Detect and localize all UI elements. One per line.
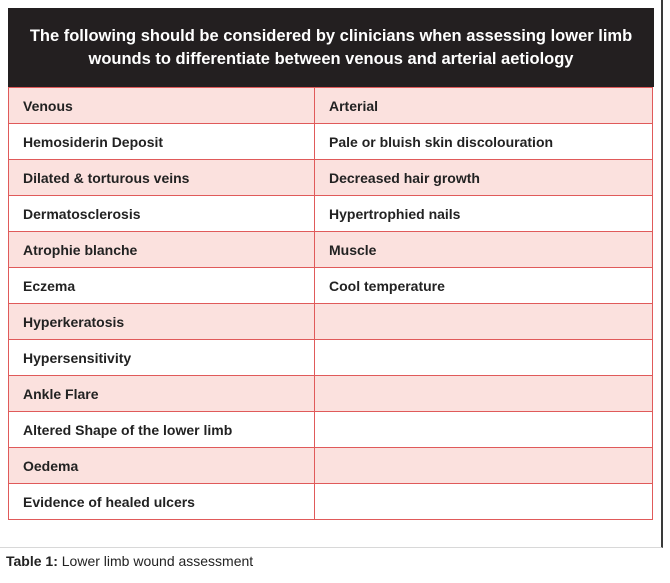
venous-cell: Dermatosclerosis (9, 196, 315, 232)
column-header-row (9, 88, 653, 124)
venous-cell: Eczema (9, 268, 315, 304)
venous-cell: Altered Shape of the lower limb (9, 412, 315, 448)
assessment-table (8, 87, 653, 520)
arterial-cell (315, 304, 653, 340)
caption-label: Table 1: (6, 553, 58, 569)
venous-cell: Hemosiderin Deposit (9, 124, 315, 160)
table-row (9, 232, 653, 268)
venous-cell: Ankle Flare (9, 376, 315, 412)
venous-cell: Atrophie blanche (9, 232, 315, 268)
table-row (9, 160, 653, 196)
venous-cell: Dilated & torturous veins (9, 160, 315, 196)
table-caption (6, 553, 253, 569)
table-row (9, 412, 653, 448)
venous-cell: Evidence of healed ulcers (9, 484, 315, 520)
arterial-cell: Pale or bluish skin discolouration (315, 124, 653, 160)
caption-text: Lower limb wound assessment (61, 553, 254, 569)
arterial-cell: Hypertrophied nails (315, 196, 653, 232)
table-header-banner (8, 8, 654, 87)
venous-cell: Hyperkeratosis (9, 304, 315, 340)
table-row (9, 196, 653, 232)
venous-cell: Oedema (9, 448, 315, 484)
arterial-cell (315, 412, 653, 448)
arterial-cell (315, 484, 653, 520)
arterial-cell: Decreased hair growth (315, 160, 653, 196)
table-row (9, 448, 653, 484)
column-header-venous: Venous (9, 88, 315, 124)
arterial-cell: Muscle (315, 232, 653, 268)
table-row (9, 484, 653, 520)
arterial-cell (315, 376, 653, 412)
table-row (9, 304, 653, 340)
table-row (9, 376, 653, 412)
table-row (9, 124, 653, 160)
venous-cell: Hypersensitivity (9, 340, 315, 376)
header-text: The following should be considered by clinicians when assessing lower limb wounds to differentiate between venous and arterial aetiology (29, 26, 633, 68)
arterial-cell (315, 448, 653, 484)
table-row (9, 268, 653, 304)
column-header-arterial: Arterial (315, 88, 653, 124)
table-row (9, 340, 653, 376)
arterial-cell (315, 340, 653, 376)
arterial-cell: Cool temperature (315, 268, 653, 304)
